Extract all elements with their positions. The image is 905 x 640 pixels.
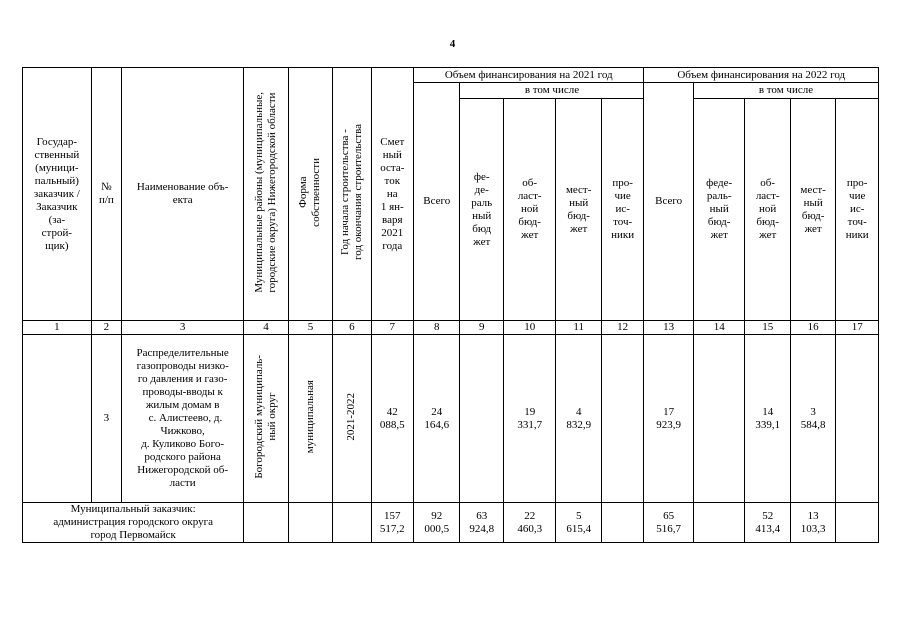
row-district: Богородский муниципаль- ный округ — [244, 335, 288, 503]
column-number: 11 — [556, 321, 601, 335]
header-federal-2022: феде- раль- ный бюд- жет — [693, 99, 745, 321]
column-number: 15 — [745, 321, 790, 335]
header-federal-2021: фе- де- раль ный бюд жет — [460, 99, 503, 321]
column-numbers-row — [23, 321, 879, 335]
summary-local-2021: 5 615,4 — [556, 503, 601, 543]
row-num: 3 — [91, 335, 121, 503]
row-years: 2021-2022 — [333, 335, 371, 503]
financing-table — [22, 67, 879, 543]
header-estimate: Смет ный оста- ток на 1 ян- варя 2021 года — [371, 68, 413, 321]
column-number: 2 — [91, 321, 121, 335]
header-object-name: Наименование объ- екта — [122, 68, 244, 321]
column-number: 3 — [122, 321, 244, 335]
row-total-2021: 24 164,6 — [414, 335, 460, 503]
header-total-2022: Всего — [644, 83, 694, 321]
header-years: Год начала строительства - год окончания строительства — [333, 68, 371, 321]
column-number: 4 — [244, 321, 288, 335]
column-number: 13 — [644, 321, 694, 335]
summary-years — [333, 503, 371, 543]
summary-label: Муниципальный заказчик: администрация городского округа город Первомайск — [23, 503, 244, 543]
header-fin-2021: Объем финансирования на 2021 год — [414, 68, 644, 83]
summary-federal-2022 — [693, 503, 745, 543]
column-number: 1 — [23, 321, 92, 335]
header-total-2021: Всего — [414, 83, 460, 321]
column-number: 6 — [333, 321, 371, 335]
row-local-2022: 3 584,8 — [790, 335, 835, 503]
header-including-2021: в том числе — [460, 83, 644, 99]
header-other-2022: про- чие ис- точ- ники — [836, 99, 879, 321]
header-including-2022: в том числе — [693, 83, 878, 99]
summary-row — [23, 503, 879, 543]
summary-total-2022: 65 516,7 — [644, 503, 694, 543]
summary-ownership — [288, 503, 332, 543]
column-number: 5 — [288, 321, 332, 335]
column-number: 10 — [503, 321, 556, 335]
header-regional-2021: об- ласт- ной бюд- жет — [503, 99, 556, 321]
table-row — [23, 335, 879, 503]
row-ownership: муниципальная — [288, 335, 332, 503]
header-local-2022: мест- ный бюд- жет — [790, 99, 835, 321]
header-fin-2022: Объем финансирования на 2022 год — [644, 68, 879, 83]
summary-regional-2021: 22 460,3 — [503, 503, 556, 543]
column-number: 16 — [790, 321, 835, 335]
header-ownership: Форма собственности — [288, 68, 332, 321]
header-local-2021: мест- ный бюд- жет — [556, 99, 601, 321]
header-customer: Государ- ственный (муници- пальный) заказчик / Заказчик (за- строй- щик) — [23, 68, 92, 321]
summary-estimate: 157 517,2 — [371, 503, 413, 543]
summary-regional-2022: 52 413,4 — [745, 503, 790, 543]
row-regional-2021: 19 331,7 — [503, 335, 556, 503]
row-federal-2022 — [693, 335, 745, 503]
column-number: 7 — [371, 321, 413, 335]
column-number: 17 — [836, 321, 879, 335]
page-number: 4 — [449, 38, 456, 50]
row-customer — [23, 335, 92, 503]
row-federal-2021 — [460, 335, 503, 503]
row-total-2022: 17 923,9 — [644, 335, 694, 503]
header-district: Муниципальные районы (муниципальные, городские округа) Нижегородской области — [244, 68, 288, 321]
column-number: 12 — [601, 321, 644, 335]
row-other-2022 — [836, 335, 879, 503]
header-regional-2022: об- ласт- ной бюд- жет — [745, 99, 790, 321]
row-estimate: 42 088,5 — [371, 335, 413, 503]
header-other-2021: про- чие ис- точ- ники — [601, 99, 644, 321]
summary-total-2021: 92 000,5 — [414, 503, 460, 543]
summary-district — [244, 503, 288, 543]
header-num: № п/п — [91, 68, 121, 321]
summary-other-2022 — [836, 503, 879, 543]
summary-federal-2021: 63 924,8 — [460, 503, 503, 543]
row-local-2021: 4 832,9 — [556, 335, 601, 503]
row-object-name: Распределительные газопроводы низко- го давления и газо- проводы-вводы к жилым домам в с. Алистеево, д. Чижково, д. Куликово Бого- родского района Нижегородской об- ласти — [122, 335, 244, 503]
row-regional-2022: 14 339,1 — [745, 335, 790, 503]
column-number: 9 — [460, 321, 503, 335]
summary-local-2022: 13 103,3 — [790, 503, 835, 543]
header-row-1 — [23, 68, 879, 83]
summary-other-2021 — [601, 503, 644, 543]
column-number: 8 — [414, 321, 460, 335]
column-number: 14 — [693, 321, 745, 335]
row-other-2021 — [601, 335, 644, 503]
